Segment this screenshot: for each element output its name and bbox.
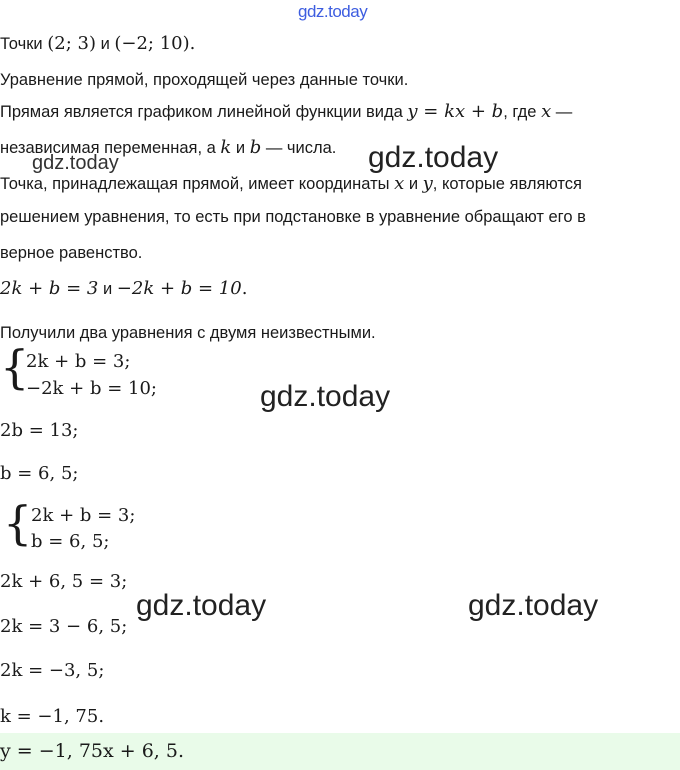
text: и [404, 175, 423, 193]
solution-line: решением уравнения, то есть при подстановке в уравнение обращают его в [0, 208, 586, 226]
system-1-eq-1: 2k + b = 3; [26, 351, 131, 372]
watermark-big-4: gdz.today [468, 589, 599, 622]
var-k: k [220, 137, 232, 158]
text: и [98, 280, 117, 298]
text: — числа. [261, 139, 337, 157]
text: и [231, 139, 250, 157]
linear-function-line [0, 101, 572, 122]
text: — [551, 103, 573, 121]
watermark-big-3: gdz.today [136, 589, 267, 622]
step-4: k = −1, 75. [0, 706, 105, 727]
watermark-big-2: gdz.today [260, 380, 391, 413]
line-equation-title: Уравнение прямой, проходящей через данные точки. [0, 71, 409, 89]
linear-formula: y = kx + b [407, 101, 504, 122]
points-label: Точки [0, 35, 48, 53]
var-y: y [422, 173, 433, 194]
text: независимая переменная, а [0, 139, 221, 157]
step-b: b = 6, 5; [0, 463, 79, 484]
point-2: (−2; 10) [114, 33, 190, 54]
system-2-brace: { [3, 496, 33, 550]
var-x: x [541, 101, 552, 122]
text: Точка, принадлежащая прямой, имеет координаты [0, 175, 395, 193]
var-x: x [394, 173, 405, 194]
var-b: b [249, 137, 262, 158]
step-3: 2k = −3, 5; [0, 660, 105, 681]
step-1: 2k + 6, 5 = 3; [0, 571, 128, 592]
sub-eq-2: −2k + b = 10 [116, 278, 242, 299]
true-equality-line: верное равенство. [0, 244, 143, 262]
points-line [0, 33, 195, 54]
text: Прямая является графиком линейной функции вида [0, 103, 408, 121]
watermark-small: gdz.today [32, 152, 119, 174]
point-coordinates-line [0, 173, 582, 194]
watermark-big-1: gdz.today [368, 141, 499, 174]
sub-eq-1: 2k + b = 3 [0, 278, 99, 299]
system-1-brace: { [0, 340, 30, 394]
conj: и [95, 35, 115, 53]
point-1: (2; 3) [47, 33, 96, 54]
watermark-top: gdz.today [298, 2, 368, 21]
period: . [241, 278, 248, 299]
two-equations-line: Получили два уравнения с двумя неизвестными. [0, 324, 376, 342]
step-2b: 2b = 13; [0, 420, 79, 441]
text: , которые являются [432, 175, 582, 193]
system-2-eq-2: b = 6, 5; [31, 531, 110, 552]
system-2-eq-1: 2k + b = 3; [31, 505, 136, 526]
period: . [189, 33, 196, 54]
system-1-eq-2: −2k + b = 10; [26, 378, 157, 399]
step-2: 2k = 3 − 6, 5; [0, 616, 128, 637]
final-answer: y = −1, 75x + 6, 5. [0, 740, 185, 762]
substitution-line [0, 278, 247, 299]
text: , где [503, 103, 542, 121]
